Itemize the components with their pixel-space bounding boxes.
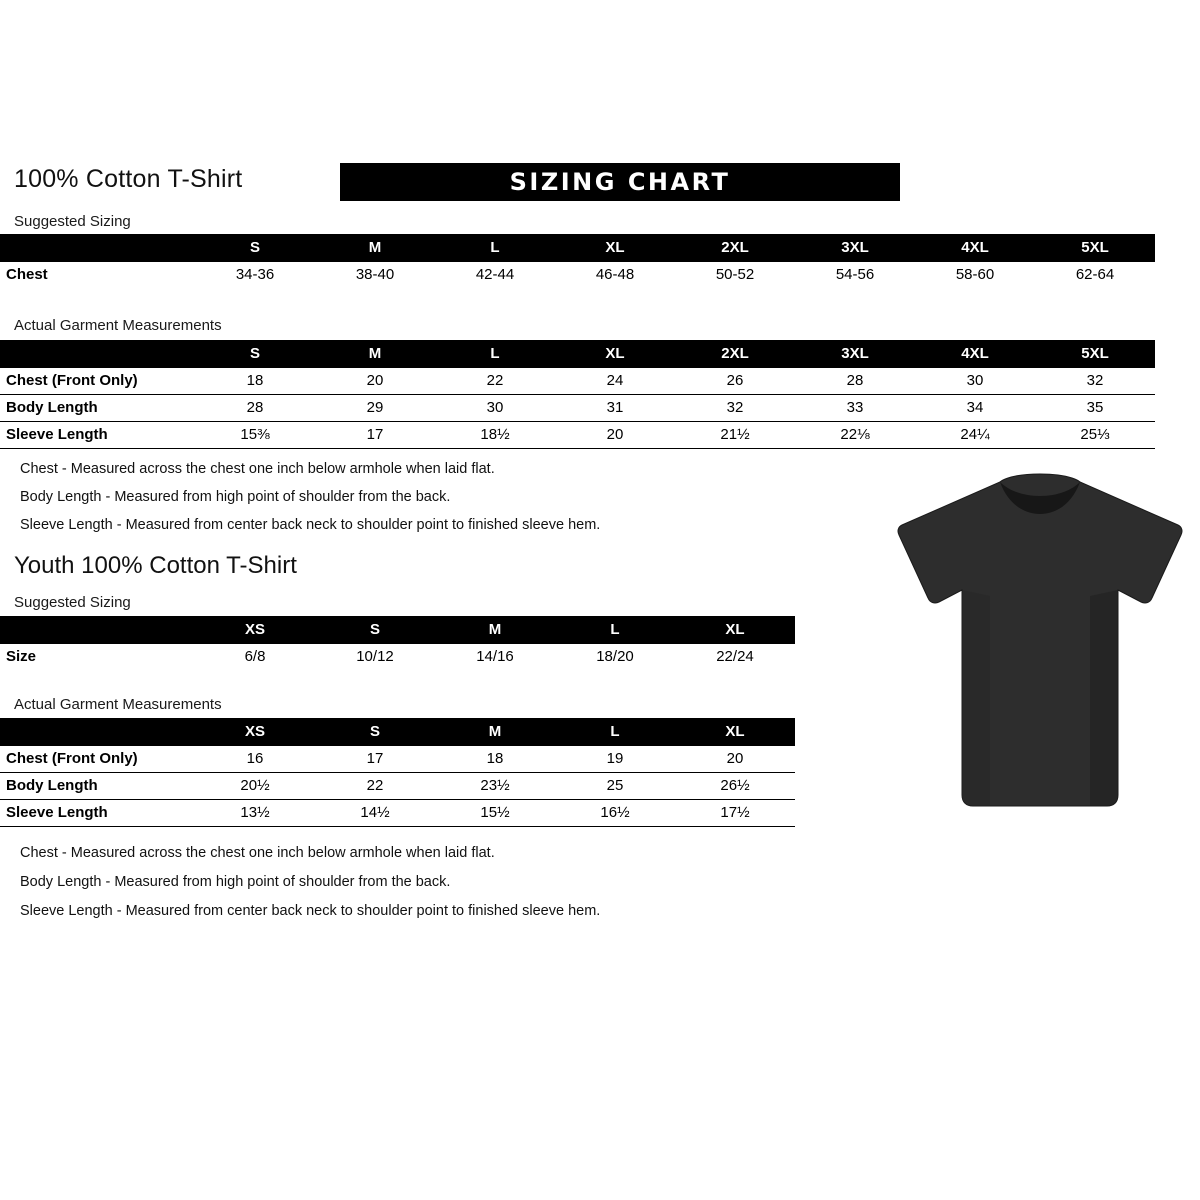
cell: 46-48 (555, 262, 675, 288)
cell: 16½ (555, 800, 675, 827)
cell: 58-60 (915, 262, 1035, 288)
row-label: Chest (Front Only) (0, 746, 195, 773)
cell: 14½ (315, 800, 435, 827)
cell: 25⅓ (1035, 422, 1155, 449)
cell: 34 (915, 395, 1035, 422)
table-row (0, 368, 1155, 395)
cell: 26½ (675, 773, 795, 800)
col-header: 4XL (961, 239, 989, 256)
cell: 22 (315, 773, 435, 800)
cell: 17 (315, 422, 435, 449)
sizing-chart-banner (340, 163, 900, 201)
cell: 22 (435, 368, 555, 395)
table-row (0, 800, 795, 827)
col-header: 3XL (841, 345, 869, 362)
cell: 54-56 (795, 262, 915, 288)
cell: 18 (435, 746, 555, 773)
col-header (0, 718, 195, 746)
col-header: 2XL (721, 345, 749, 362)
col-header: S (249, 345, 260, 362)
youth-note-chest: Chest - Measured across the chest one inch below armhole when laid flat. (20, 845, 495, 861)
col-header: XS (244, 621, 265, 638)
row-label: Body Length (0, 773, 195, 800)
cell: 17½ (675, 800, 795, 827)
adult-section-heading: 100% Cotton T-Shirt (14, 165, 243, 193)
col-header: XS (244, 723, 265, 740)
youth-actual-measurements-label: Actual Garment Measurements (14, 696, 222, 713)
col-header: S (369, 723, 380, 740)
col-header: S (249, 239, 260, 256)
col-header (0, 234, 195, 262)
col-header: M (368, 345, 382, 362)
cell: 18½ (435, 422, 555, 449)
table-row (0, 746, 795, 773)
cell: 13½ (195, 800, 315, 827)
cell: 10/12 (315, 644, 435, 670)
col-header: XL (605, 239, 625, 256)
cell: 32 (1035, 368, 1155, 395)
col-header (0, 616, 195, 644)
cell: 30 (915, 368, 1035, 395)
youth-suggested-sizing-table (0, 616, 795, 670)
youth-note-sleeve-length: Sleeve Length - Measured from center back neck to shoulder point to finished sleeve hem. (20, 903, 601, 919)
cell: 30 (435, 395, 555, 422)
cell: 18 (195, 368, 315, 395)
row-label: Size (0, 644, 195, 670)
cell: 15½ (435, 800, 555, 827)
sizing-chart-banner-label: SIZING CHART (509, 168, 731, 196)
table-row (0, 773, 795, 800)
table-row (0, 262, 1155, 288)
cell: 21½ (675, 422, 795, 449)
table-row (0, 422, 1155, 449)
cell: 20½ (195, 773, 315, 800)
adult-suggested-sizing-table (0, 234, 1155, 288)
adult-note-chest: Chest - Measured across the chest one inch below armhole when laid flat. (20, 461, 495, 477)
cell: 15⅜ (195, 422, 315, 449)
cell: 50-52 (675, 262, 795, 288)
cell: 22⅛ (795, 422, 915, 449)
col-header: M (488, 723, 502, 740)
row-label: Chest (0, 262, 195, 288)
col-header: L (490, 345, 500, 362)
col-header: 5XL (1081, 345, 1109, 362)
col-header: L (610, 723, 620, 740)
col-header: 5XL (1081, 239, 1109, 256)
cell: 22/24 (675, 644, 795, 670)
t-shirt-icon (890, 470, 1190, 815)
cell: 20 (675, 746, 795, 773)
table-header-row (0, 616, 795, 644)
cell: 18/20 (555, 644, 675, 670)
adult-note-sleeve-length: Sleeve Length - Measured from center back neck to shoulder point to finished sleeve hem. (20, 517, 601, 533)
col-header: L (490, 239, 500, 256)
row-label: Chest (Front Only) (0, 368, 195, 395)
col-header (0, 340, 195, 368)
cell: 34-36 (195, 262, 315, 288)
adult-note-body-length: Body Length - Measured from high point of shoulder from the back. (20, 489, 451, 505)
cell: 20 (315, 368, 435, 395)
cell: 33 (795, 395, 915, 422)
col-header: 2XL (721, 239, 749, 256)
cell: 19 (555, 746, 675, 773)
cell: 35 (1035, 395, 1155, 422)
row-label: Sleeve Length (0, 800, 195, 827)
adult-suggested-sizing-label: Suggested Sizing (14, 213, 131, 230)
col-header: L (610, 621, 620, 638)
cell: 28 (195, 395, 315, 422)
cell: 29 (315, 395, 435, 422)
row-label: Sleeve Length (0, 422, 195, 449)
cell: 16 (195, 746, 315, 773)
cell: 32 (675, 395, 795, 422)
cell: 31 (555, 395, 675, 422)
cell: 62-64 (1035, 262, 1155, 288)
col-header: XL (605, 345, 625, 362)
adult-actual-measurements-label: Actual Garment Measurements (14, 317, 222, 334)
cell: 26 (675, 368, 795, 395)
youth-note-body-length: Body Length - Measured from high point of shoulder from the back. (20, 874, 451, 890)
cell: 38-40 (315, 262, 435, 288)
cell: 20 (555, 422, 675, 449)
youth-suggested-sizing-label: Suggested Sizing (14, 594, 131, 611)
table-row (0, 395, 1155, 422)
cell: 42-44 (435, 262, 555, 288)
cell: 28 (795, 368, 915, 395)
t-shirt-illustration (890, 470, 1190, 815)
col-header: 3XL (841, 239, 869, 256)
cell: 23½ (435, 773, 555, 800)
table-header-row (0, 340, 1155, 368)
col-header: 4XL (961, 345, 989, 362)
table-row (0, 644, 795, 670)
youth-actual-measurements-table (0, 718, 795, 827)
cell: 24 (555, 368, 675, 395)
cell: 17 (315, 746, 435, 773)
table-header-row (0, 234, 1155, 262)
cell: 24¼ (915, 422, 1035, 449)
table-header-row (0, 718, 795, 746)
col-header: M (488, 621, 502, 638)
youth-section-heading: Youth 100% Cotton T-Shirt (14, 552, 297, 579)
col-header: XL (725, 723, 745, 740)
cell: 6/8 (195, 644, 315, 670)
row-label: Body Length (0, 395, 195, 422)
adult-actual-measurements-table (0, 340, 1155, 449)
col-header: M (368, 239, 382, 256)
col-header: XL (725, 621, 745, 638)
col-header: S (369, 621, 380, 638)
cell: 14/16 (435, 644, 555, 670)
cell: 25 (555, 773, 675, 800)
